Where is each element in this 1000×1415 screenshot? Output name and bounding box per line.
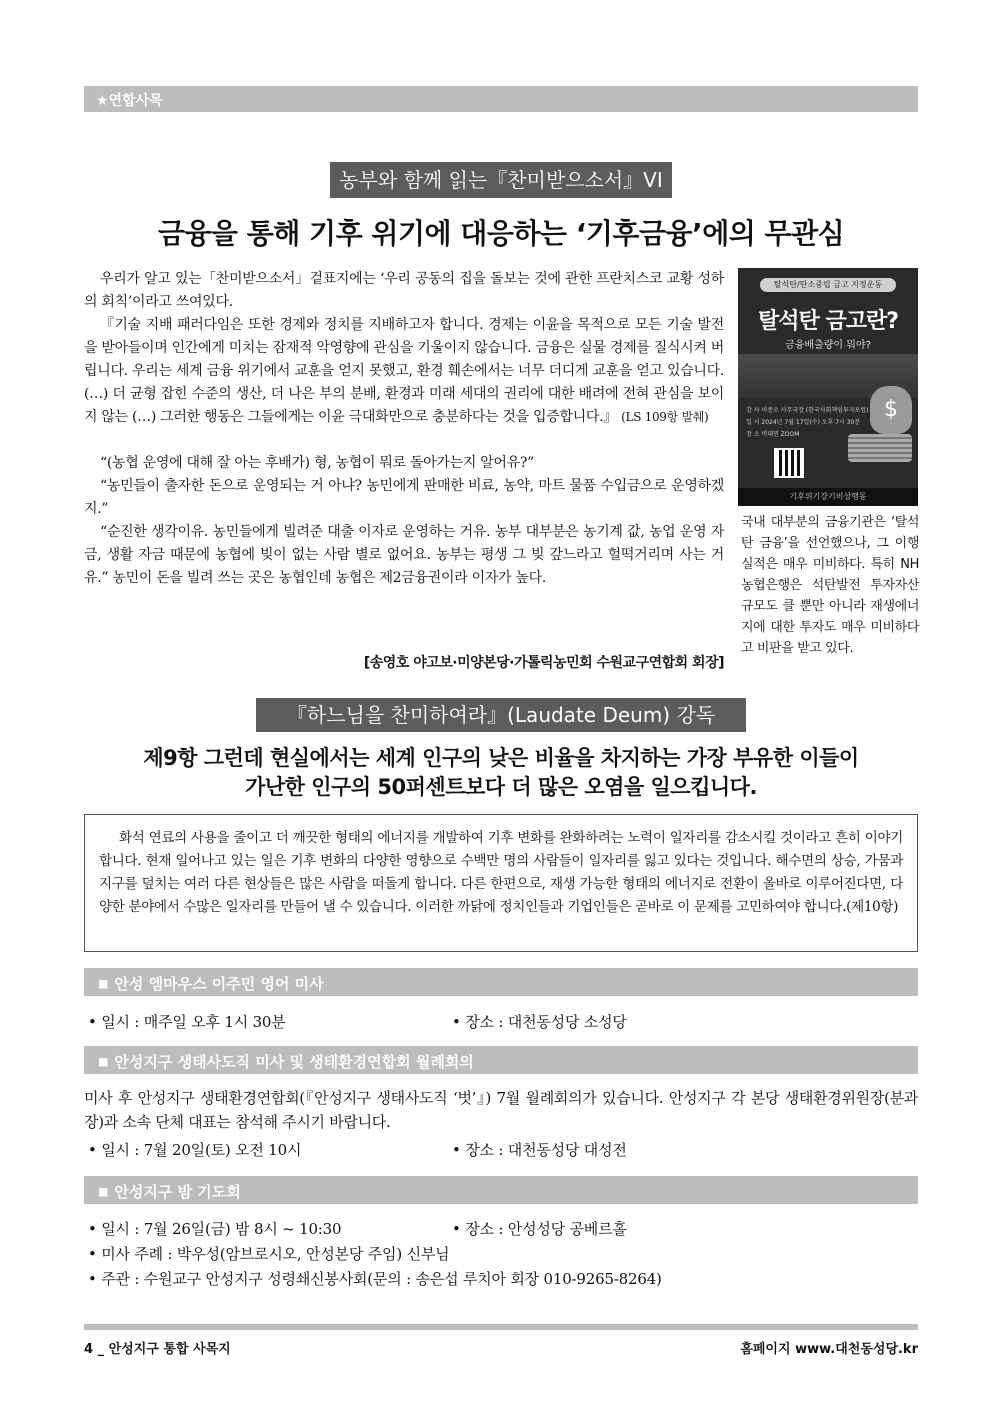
notice-header-emmaus	[84, 968, 918, 996]
coin-stack-icon	[848, 434, 912, 462]
laudate-deum-title	[84, 744, 918, 802]
poster-info-line: 일 시 2024년 7월 17일(수) 오후 7시 30분	[746, 419, 861, 426]
article-title: 금융을 통해 기후 위기에 대응하는 ‘기후금융’에의 무관심	[157, 217, 845, 250]
title-line: 제9항 그런데 현실에서는 세계 인구의 낮은 비율을 차지하는 가장 부유한 이들이	[143, 746, 859, 770]
laudate-deum-banner: 『하느님을 찬미하여라』(Laudate Deum) 강독	[256, 698, 746, 732]
section-header-label: ★연합사목	[96, 93, 163, 109]
article-author: [송영호 야고보·미양본당·가톨릭농민회 수원교구연합회 회장]	[363, 655, 724, 671]
poster-info-line: 장 소 비대면 ZOOM	[746, 431, 800, 438]
notice-date: • 일시 : 매주일 오후 1시 30분	[88, 1013, 286, 1031]
notice-place: • 장소 : 안성성당 공베르홀	[452, 1220, 627, 1238]
notice-host: • 주관 : 수원교구 안성지구 성령쇄신봉사회(문의 : 송은섭 루치아 회장 010-9265-8264)	[88, 1270, 662, 1288]
quote-box	[84, 814, 918, 952]
money-bag-icon: $	[870, 386, 912, 434]
page-number-label: 4 _ 안성지구 통합 사목지	[84, 1342, 231, 1357]
notice-date: • 일시 : 7월 20일(토) 오전 10시	[88, 1141, 302, 1159]
notice-place: • 장소 : 대천동성당 대성전	[452, 1141, 627, 1159]
notice-title: ■ 안성 엠마우스 이주민 영어 미사	[98, 973, 324, 994]
notice-date: • 일시 : 7월 26일(금) 밤 8시 ~ 10:30	[88, 1220, 342, 1238]
qr-code-icon	[774, 448, 804, 478]
quote-text: 『기술 지배 패러다임은 또한 경제와 정치를 지배하고자 합니다. 경제는 이윤을 목적으로 모든 기술 발전을 받아들이며 인간에게 미치는 잠재적 악영향에 관심을 기울이지 않습니다. 금융은 실물 경제를 질식시켜 버립니다. 우리는 세계 금융 위기에서 교훈을 얻지 못했고, 환경 훼손에서는 너무 더디게 교훈을 얻고 있습니다. (…) 더 균형 잡힌 수준의 생산, 더 나은 부의 분배, 환경과 미래 세대의 권리에 대한 배려에 전혀 관심을 보이지 않는 (…) 그러한 행동은 그들에게는 이윤 극대화만으로 충분하다는 것을 입증합니다.』	[84, 317, 724, 425]
dialogue-paragraph: “순진한 생각이유. 농민들에게 빌려준 대출 이자로 운영하는 거유. 농부 대부분은 농기계 값, 농업 운영 자금, 생활 자금 때문에 농협에 빚이 없는 사람 별로 없어요. 농부는 평생 그 빚 갚느라고 헐떡거리며 사는 거유.” 농민이 돈을 빌려 쓰는 곳은 농협인데 농협은 제2금융권이라 이자가 높다.	[84, 524, 724, 586]
poster-subtitle: 금융배출량이 뭐야?	[785, 340, 871, 351]
event-poster-image	[738, 268, 918, 506]
series-banner: 농부와 함께 읽는『찬미받으소서』VI	[330, 162, 672, 198]
poster-top-label: 탈석탄/탄소중립 금고 지정운동	[760, 278, 896, 292]
quote-reference: (LS 109항 발췌)	[621, 410, 709, 424]
poster-footer: 기후위기강기비상행동	[738, 488, 918, 506]
notice-celebrant: • 미사 주례 : 박우성(암브로시오, 안성본당 주임) 신부님	[88, 1245, 450, 1263]
article-paragraph: 우리가 알고 있는「찬미받으소서」겉표지에는 ‘우리 공동의 집을 돌보는 것에 관한 프란치스코 교황 성하의 회칙’이라고 쓰여있다.	[84, 271, 724, 310]
poster-info-line: 강 사 이종오 사무국장 (한국사회책임투자포럼)	[746, 407, 869, 414]
quote-box-text: 화석 연료의 사용을 줄이고 더 깨끗한 형태의 에너지를 개발하여 기후 변화를 완화하려는 노력이 일자리를 감소시킬 것이라고 흔히 이야기합니다. 현재 일어나고 있는 일은 기후 변화의 다양한 영향으로 수백만 명의 사람들이 일자리를 잃고 있다는 것입니다. 해수면의 상승, 가뭄과 지구를 덮치는 여러 다른 현상들은 많은 사람을 떠돌게 합니다. 다른 한편으로, 재생 가능한 형태의 에너지로 전환이 올바로 이루어진다면, 다양한 분야에서 수많은 일자리를 만들어 낼 수 있습니다. 이러한 까닭에 정치인들과 기업인들은 곧바로 이 문제를 고민하여야 합니다.(제10항)	[99, 830, 903, 915]
poster-headline: 탈석탄 금고란?	[758, 309, 898, 334]
notice-title: ■ 안성지구 생태사도직 미사 및 생태환경연합회 월례회의	[98, 1051, 474, 1072]
section-header-bar	[84, 86, 918, 112]
notice-title: ■ 안성지구 밤 기도회	[98, 1181, 241, 1202]
notice-body: 미사 후 안성지구 생태환경연합회(『안성지구 생태사도직 ‘벗’』) 7월 월례회의가 있습니다. 안성지구 각 본당 생태환경위원장(분과장)과 소속 단체 대표는 참석해 주시기 바랍니다.	[84, 1089, 918, 1131]
notice-header-ecology	[84, 1046, 918, 1074]
title-line: 가난한 인구의 50퍼센트보다 더 많은 오염을 일으킵니다.	[245, 775, 757, 799]
article-body	[84, 268, 724, 590]
poster-caption: 국내 대부분의 금융기관은 ‘탈석탄 금융’을 선언했으나, 그 이행실적은 매우 미비하다. 특히 NH농협은행은 석탄발전 투자자산 규모도 클 뿐만 아니라 재생에너지에 대한 투자도 매우 미비하다고 비판을 받고 있다.	[741, 515, 919, 656]
homepage-link[interactable]: 홈페이지 www.대천동성당.kr	[740, 1342, 918, 1357]
notice-header-prayer	[84, 1176, 918, 1204]
footer-divider	[84, 1324, 918, 1330]
dialogue-paragraph: “농민들이 출자한 돈으로 운영되는 거 아냐? 농민에게 판매한 비료, 농약, 마트 물품 수입금으로 운영하겠지.”	[84, 478, 724, 517]
dialogue-paragraph: “(농협 운영에 대해 잘 아는 후배가) 형, 농협이 뭐로 돌아가는지 알어유?”	[100, 455, 534, 471]
notice-place: • 장소 : 대천동성당 소성당	[452, 1013, 627, 1031]
quote-paragraph	[84, 314, 724, 429]
